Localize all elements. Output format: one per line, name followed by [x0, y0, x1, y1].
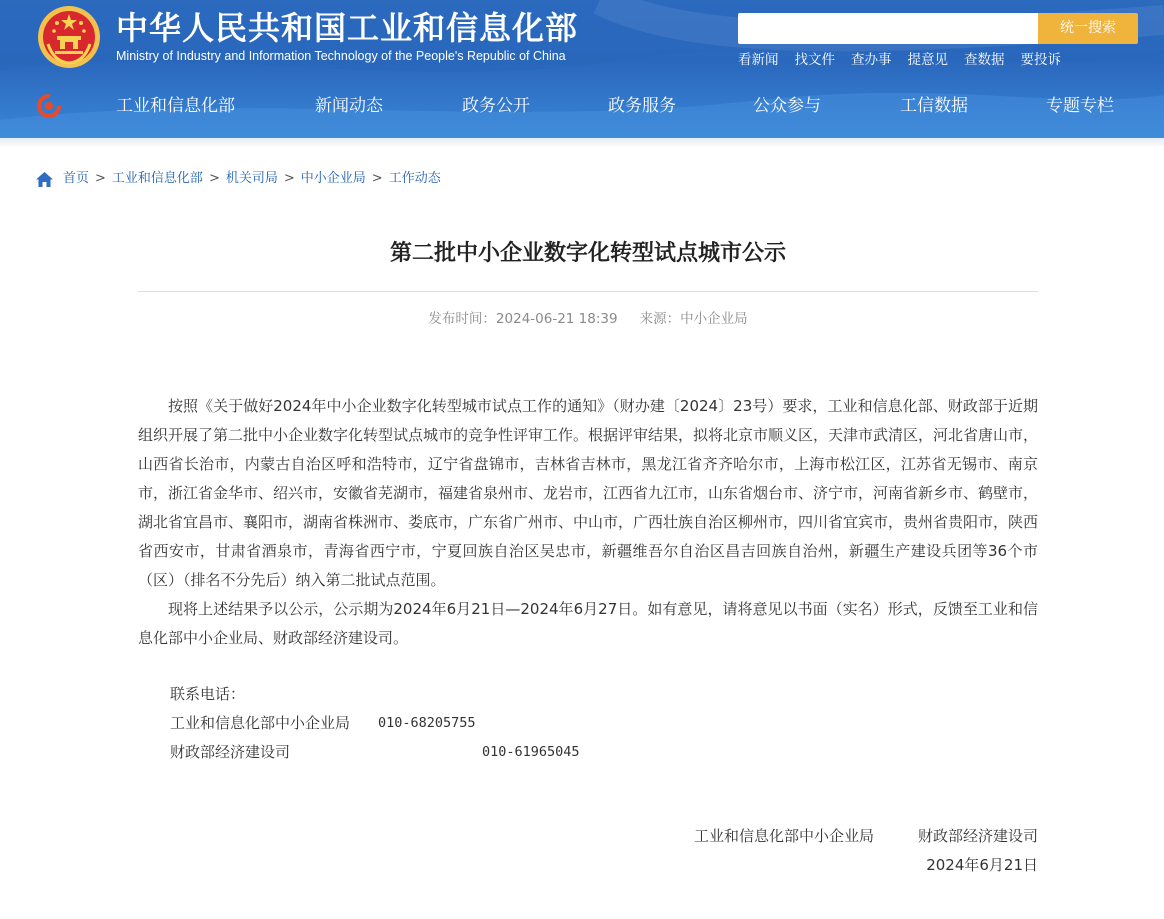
article-title: 第二批中小企业数字化转型试点城市公示: [389, 241, 786, 266]
breadcrumb-separator: >: [283, 171, 295, 186]
site-title[interactable]: 中华人民共和国工业和信息化部: [116, 9, 579, 47]
title-divider: [138, 291, 1038, 292]
site-header: [0, 0, 1164, 138]
breadcrumb: [36, 170, 441, 188]
quick-link-complaint[interactable]: 要投诉: [1020, 52, 1061, 68]
nav-item-topics[interactable]: 专题专栏: [1046, 96, 1114, 116]
contact-phone: 010-68205755: [378, 715, 476, 731]
contact-row: [170, 738, 770, 767]
contact-phone: 010-61965045: [482, 744, 580, 760]
nav-item-data[interactable]: 工信数据: [900, 96, 968, 116]
header-divider: [0, 138, 1164, 146]
breadcrumb-sme-bureau[interactable]: 中小企业局: [300, 171, 366, 186]
contact-label-row: [170, 680, 770, 709]
breadcrumb-home[interactable]: 首页: [63, 171, 90, 186]
quick-link-services[interactable]: 查办事: [851, 52, 892, 68]
search-input[interactable]: [738, 13, 1040, 44]
signature-org: 工业和信息化部中小企业局: [693, 827, 874, 845]
signature-block: [600, 822, 1038, 880]
contact-name: 工业和信息化部中小企业局: [170, 714, 351, 732]
home-icon[interactable]: [36, 172, 53, 187]
contact-label: 联系电话：: [170, 685, 246, 703]
nav-item-public-participation[interactable]: 公众参与: [753, 96, 821, 116]
article-meta: [138, 309, 1038, 329]
search-button[interactable]: 统一搜索: [1038, 13, 1138, 44]
breadcrumb-ministry[interactable]: 工业和信息化部: [111, 171, 203, 186]
quick-link-data[interactable]: 查数据: [964, 52, 1005, 68]
nav-item-news[interactable]: 新闻动态: [315, 96, 383, 116]
signature-org: 财政部经济建设司: [917, 827, 1038, 845]
source-value: 中小企业局: [680, 311, 748, 327]
ministry-logo-icon[interactable]: [36, 93, 62, 119]
publish-label: 发布时间：: [428, 311, 496, 327]
quick-link-feedback[interactable]: 提意见: [907, 52, 948, 68]
breadcrumb-departments[interactable]: 机关司局: [225, 171, 278, 186]
nav-item-government-affairs[interactable]: 政务公开: [462, 96, 530, 116]
quick-link-news[interactable]: 看新闻: [738, 52, 779, 68]
contact-row: [170, 709, 770, 738]
main-nav: [82, 88, 1164, 124]
article-paragraph: 按照《关于做好2024年中小企业数字化转型城市试点工作的通知》（财办建〔2024〕23号）要求，工业和信息化部、财政部于近期组织开展了第二批中小企业数字化转型试点城市的竞争性评审工作。根据评审结果，拟将北京市顺义区，天津市武清区，河北省唐山市，山西省长治市，内蒙古自治区呼和浩特市，辽宁省盘锦市，吉林省吉林市，黑龙江省齐齐哈尔市，上海市松江区，江苏省无锡市、南京市，浙江省金华市、绍兴市，安徽省芜湖市，福建省泉州市、龙岩市，江西省九江市，山东省烟台市、济宁市，河南省新乡市、鹤壁市，湖北省宜昌市、襄阳市，湖南省株洲市、娄底市，广东省广州市、中山市，广西壮族自治区柳州市，四川省宜宾市，贵州省贵阳市，陕西省西安市，甘肃省酒泉市，青海省西宁市，宁夏回族自治区吴忠市，新疆维吾尔自治区昌吉回族自治州，新疆生产建设兵团等36个市（区）（排名不分先后）纳入第二批试点范围。: [138, 397, 1039, 589]
breadcrumb-separator: >: [371, 171, 383, 186]
quick-links: [738, 51, 1061, 69]
national-emblem-icon[interactable]: [36, 4, 102, 70]
site-subtitle: Ministry of Industry and Information Technology of the People's Republic of China: [116, 49, 566, 63]
quick-link-files[interactable]: 找文件: [794, 52, 835, 68]
article-paragraph: 现将上述结果予以公示，公示期为2024年6月21日—2024年6月27日。如有意见，请将意见以书面（实名）形式，反馈至工业和信息化部中小企业局、财政部经济建设司。: [138, 600, 1038, 647]
breadcrumb-separator: >: [208, 171, 220, 186]
contact-name: 财政部经济建设司: [170, 743, 291, 761]
breadcrumb-work-news[interactable]: 工作动态: [388, 171, 441, 186]
publish-time: 2024-06-21 18:39: [495, 311, 618, 327]
nav-item-government-services[interactable]: 政务服务: [608, 96, 676, 116]
contact-block: [170, 680, 770, 767]
article-body: [138, 392, 1038, 653]
breadcrumb-separator: >: [95, 171, 106, 186]
nav-item-ministry[interactable]: 工业和信息化部: [116, 96, 235, 116]
signature-date: 2024年6月21日: [926, 856, 1038, 874]
source-label: 来源：: [639, 311, 681, 327]
signature-orgs: [600, 822, 1038, 851]
